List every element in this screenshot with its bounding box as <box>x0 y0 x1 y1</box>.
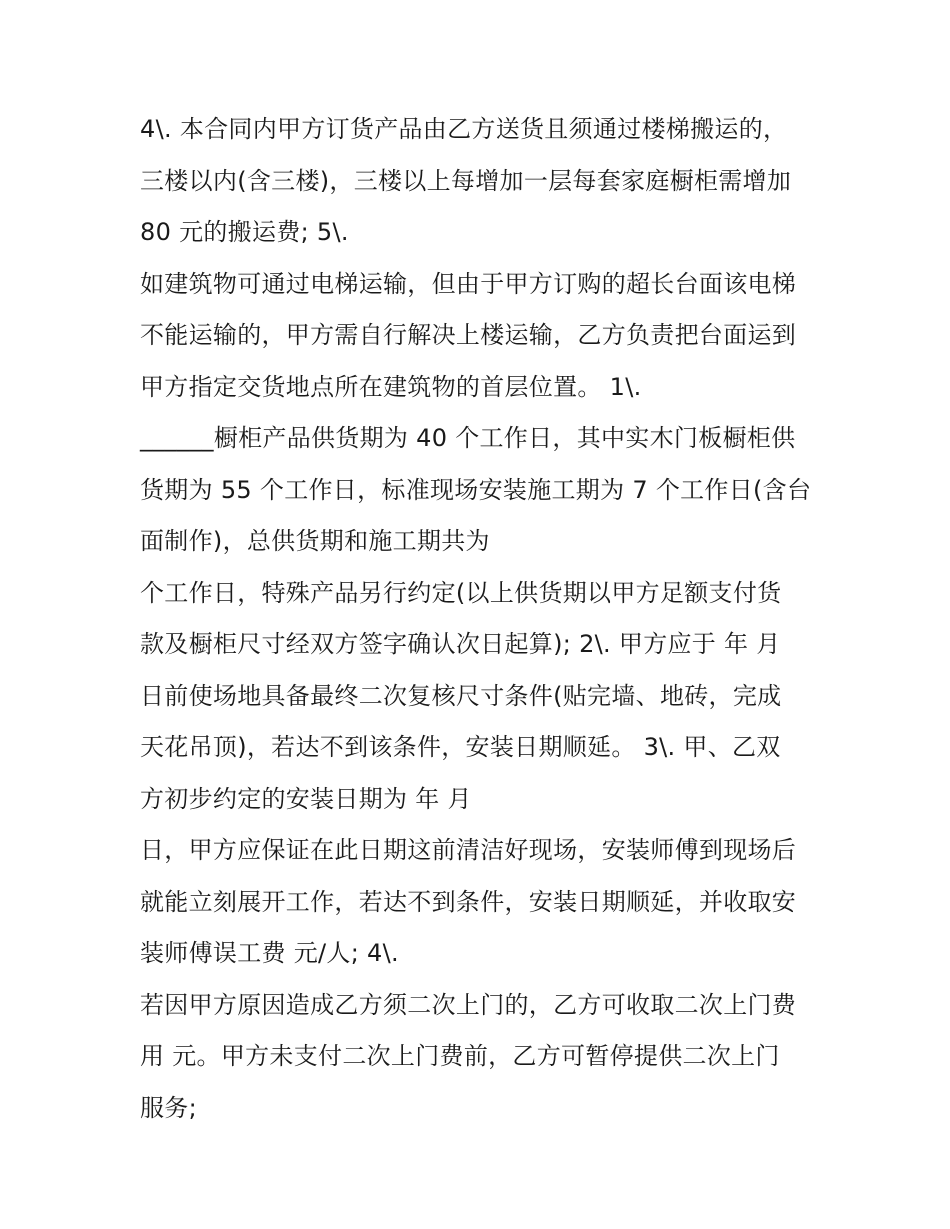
text-line: 4\. 本合同内甲方订货产品由乙方送货且须通过楼梯搬运的， <box>140 115 788 143</box>
text-line: 日，甲方应保证在此日期这前清洁好现场，安装师傅到现场后 <box>140 836 797 864</box>
text-line: 款及橱柜尺寸经双方签字确认次日起算); 2\. 甲方应于 年 月 <box>140 630 781 658</box>
text-line: 方初步约定的安装日期为 年 月 <box>140 784 472 813</box>
contract-text-body <box>140 104 830 1134</box>
text-line: ______橱柜产品供货期为 40 个工作日，其中实木门板橱柜供 <box>140 424 796 452</box>
text-line: 个工作日，特殊产品另行约定(以上供货期以甲方足额支付货 <box>140 578 782 607</box>
text-line: 80 元的搬运费; 5\. <box>140 218 349 246</box>
text-line: 不能运输的，甲方需自行解决上楼运输，乙方负责把台面运到 <box>140 321 797 349</box>
text-line: 就能立刻展开工作，若达不到条件，安装日期顺延，并收取安 <box>140 887 797 916</box>
text-line: 如建筑物可通过电梯运输，但由于甲方订购的超长台面该电梯 <box>140 269 797 298</box>
text-line: 服务; <box>140 1093 197 1122</box>
text-line: 天花吊顶)，若达不到该条件，安装日期顺延。 3\. 甲、乙双 <box>140 733 781 761</box>
text-line: 货期为 55 个工作日，标准现场安装施工期为 7 个工作日(含台 <box>140 475 812 504</box>
text-line: 甲方指定交货地点所在建筑物的首层位置。 1\. <box>140 372 642 401</box>
text-line: 若因甲方原因造成乙方须二次上门的，乙方可收取二次上门费 <box>140 990 797 1019</box>
text-line: 面制作)，总供货期和施工期共为 <box>140 527 490 555</box>
text-line: 装师傅误工费 元/人; 4\. <box>140 939 399 967</box>
text-line: 日前使场地具备最终二次复核尺寸条件(贴完墙、地砖，完成 <box>140 681 782 710</box>
text-line: 用 元。甲方未支付二次上门费前，乙方可暂停提供二次上门 <box>140 1042 780 1070</box>
text-line: 三楼以内(含三楼)，三楼以上每增加一层每套家庭橱柜需增加 <box>140 166 792 195</box>
